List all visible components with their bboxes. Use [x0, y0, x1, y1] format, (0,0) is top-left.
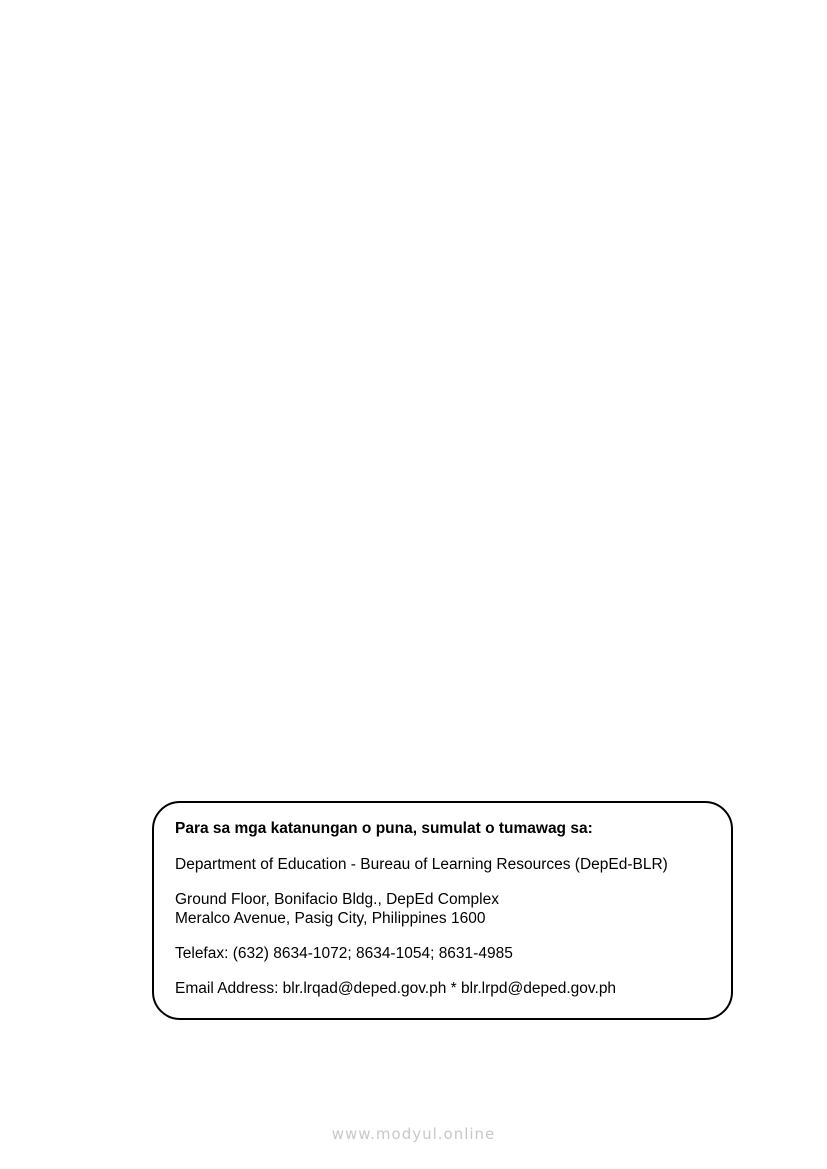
telefax-line: Telefax: (632) 8634-1072; 8634-1054; 8631-4985 [175, 945, 513, 962]
spacer [175, 928, 731, 944]
email-line: Email Address: blr.lrqad@deped.gov.ph * blr.lrpd@deped.gov.ph [175, 980, 617, 997]
spacer [175, 874, 731, 890]
contact-info-box [152, 801, 733, 1020]
watermark-text: www.modyul.online [331, 1125, 496, 1143]
address-line-1: Ground Floor, Bonifacio Bldg., DepEd Complex [175, 891, 499, 908]
contact-heading: Para sa mga katanungan o puna, sumulat o tumawag sa: [175, 820, 593, 837]
address-line-2: Meralco Avenue, Pasig City, Philippines 1600 [175, 910, 486, 927]
organization-name: Department of Education - Bureau of Learning Resources (DepEd-BLR) [175, 856, 668, 873]
spacer [175, 963, 731, 979]
